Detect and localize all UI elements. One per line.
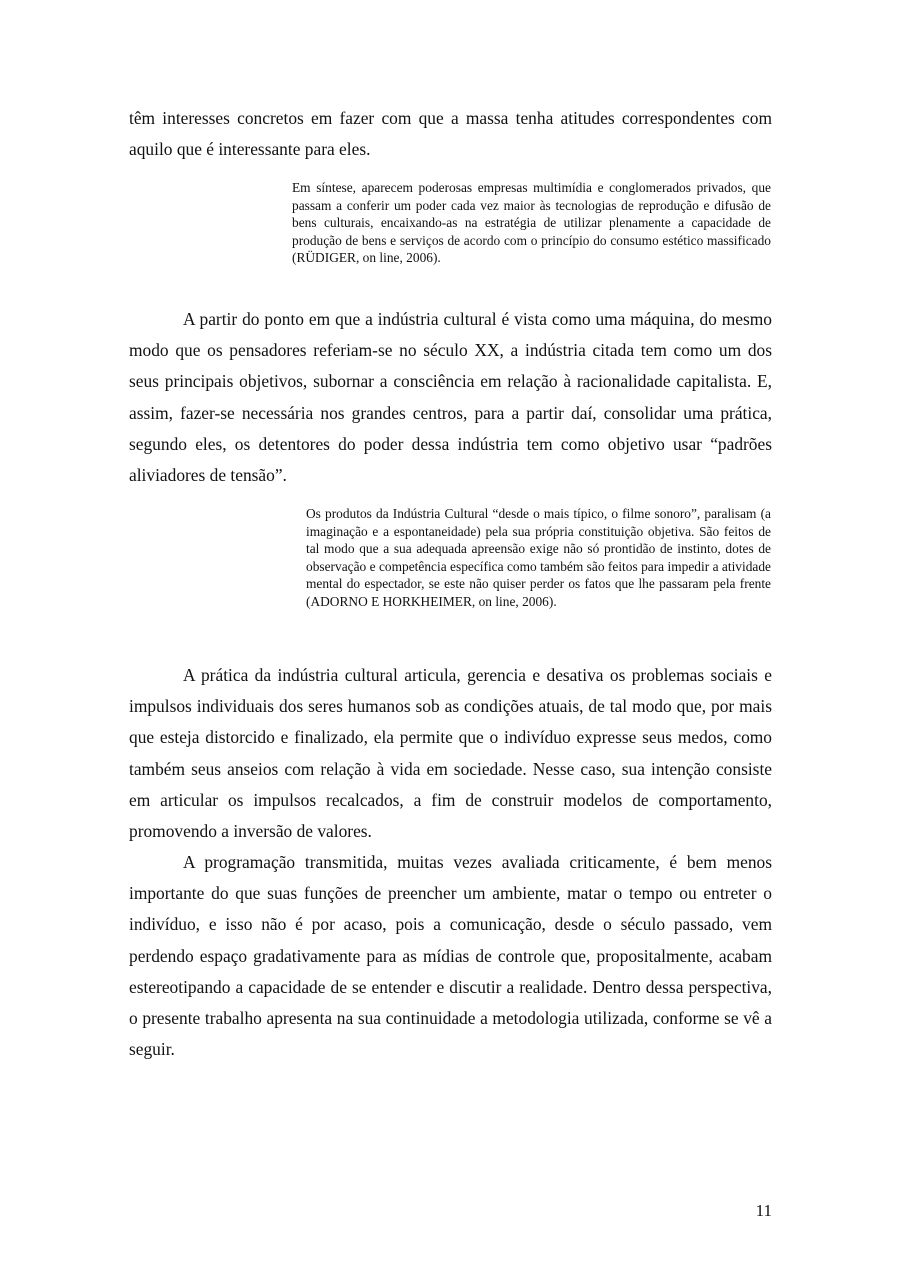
paragraph-programacao-transmitida: A programação transmitida, muitas vezes avaliada criticamente, é bem menos importante do que suas funções de preencher um ambiente, matar o tempo ou entreter o indivíduo, e isso não é por acaso, pois a comunicação, desde o século passado, vem perdendo espaço gradativamente para as mídias de controle que, propositalmente, acabam estereotipando a capacidade de se entender e discutir a realidade. Dentro dessa perspectiva, o presente trabalho apresenta na sua continuidade a metodologia utilizada, conforme se vê a seguir. (129, 852, 772, 1060)
paragraph-pratica-industria: A prática da indústria cultural articula, gerencia e desativa os problemas sociais e impulsos individuais dos seres humanos sob as condições atuais, de tal modo que, por mais que esteja distorcido e finalizado, ela permite que o indivíduo expresse seus medos, como também seus anseios com relação à vida em sociedade. Nesse caso, sua intenção consiste em articular os impulsos recalcados, a fim de construir modelos de comportamento, promovendo a inversão de valores. (129, 665, 772, 842)
block-quote-adorno-horkheimer: Os produtos da Indústria Cultural “desde o mais típico, o filme sonoro”, paralisam (a imaginação e a espontaneidade) pela sua própria constituição objetiva. São feitos de tal modo que a sua adequada apreensão exige não só prontidão de instinto, dotes de observação e competência específica como também são feitos para impedir a atividade mental do espectador, se este não quiser perder os fatos que lhe passaram pela frente (ADORNO E HORKHEIMER, on line, 2006). (306, 506, 771, 609)
paragraph-industria-maquina: A partir do ponto em que a indústria cultural é vista como uma máquina, do mesmo modo que os pensadores referiam-se no século XX, a indústria citada tem como um dos seus principais objetivos, subornar a consciência em relação à racionalidade capitalista. E, assim, fazer-se necessária nos grandes centros, para a partir daí, consolidar uma prática, segundo eles, os detentores do poder dessa indústria tem como objetivo usar “padrões aliviadores de tensão”. (129, 309, 772, 486)
block-quote-rudiger: Em síntese, aparecem poderosas empresas multimídia e conglomerados privados, que passam a conferir um poder cada vez maior às tecnologias de reprodução e difusão de bens culturais, encaixando-as na estratégia de utilizar plenamente a capacidade de produção de bens e serviços de acordo com o princípio do consumo estético massificado (RÜDIGER, on line, 2006). (292, 180, 771, 266)
paragraph-continuation: têm interesses concretos em fazer com que a massa tenha atitudes correspondentes com aquilo que é interessante para eles. (129, 108, 772, 160)
page-number: 11 (755, 1201, 772, 1220)
